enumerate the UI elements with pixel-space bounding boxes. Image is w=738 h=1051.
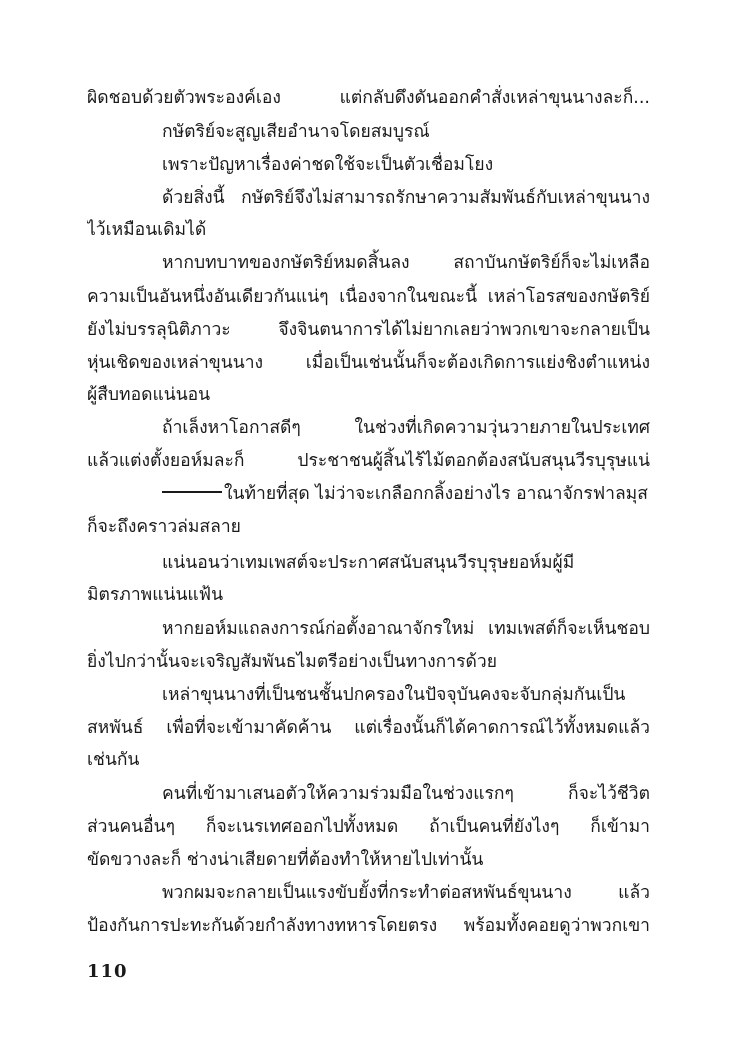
text-line: ส่วนคนอื่นๆ ก็จะเนรเทศออกไปทั้งหมด ถ้าเป็นคนที่ยังไงๆ ก็เข้ามา bbox=[87, 817, 650, 837]
text-line: แล้วแต่งตั้งยอห์มละก็ ประชาชนผู้สิ้นไร้ไม้ตอกต้องสนับสนุนวีรบุรุษแน่ bbox=[87, 451, 650, 471]
text-line: ยังไม่บรรลุนิติภาวะ จึงจินตนาการได้ไม่ยากเลยว่าพวกเขาจะกลายเป็น bbox=[87, 320, 650, 340]
text-line: เพราะปัญหาเรื่องค่าชดใช้จะเป็นตัวเชื่อมโยง bbox=[162, 155, 494, 175]
text-line: ถ้าเล็งหาโอกาสดีๆ ในช่วงที่เกิดความวุ่นวายภายในประเทศ bbox=[162, 418, 650, 438]
text-line bbox=[162, 477, 650, 511]
text-line: แน่นอนว่าเทมเพสต์จะประกาศสนับสนุนวีรบุรุษยอห์มผู้มี bbox=[162, 553, 575, 573]
text-line: คนที่เข้ามาเสนอตัวให้ความร่วมมือในช่วงแรกๆ ก็จะไว้ชีวิต bbox=[162, 784, 650, 804]
text-line: หุ่นเชิดของเหล่าขุนนาง เมื่อเป็นเช่นนั้นก็จะต้องเกิดการแย่งชิงตำแหน่ง bbox=[87, 353, 650, 373]
text-line: กษัตริย์จะสูญเสียอำนาจโดยสมบูรณ์ bbox=[162, 122, 430, 142]
page-number: 110 bbox=[87, 961, 128, 982]
text-line: ยิ่งไปกว่านั้นจะเจริญสัมพันธไมตรีอย่างเป็นทางการด้วย bbox=[87, 652, 497, 672]
text-line: พวกผมจะกลายเป็นแรงขับยั้งที่กระทำต่อสหพันธ์ขุนนาง แล้ว bbox=[162, 883, 650, 903]
text-line: ผิดชอบด้วยตัวพระองค์เอง แต่กลับดึงดันออกคำสั่งเหล่าขุนนางละก็... bbox=[87, 88, 650, 108]
text-line: ป้องกันการปะทะกันด้วยกำลังทางทหารโดยตรง พร้อมทั้งคอยดูว่าพวกเขา bbox=[87, 916, 650, 936]
text-line: ขัดขวางละก็ ช่างน่าเสียดายที่ต้องทำให้หายไปเท่านั้น bbox=[87, 850, 484, 870]
text-line: ผู้สืบทอดแน่นอน bbox=[87, 385, 211, 405]
text-line: หากบทบาทของกษัตริย์หมดสิ้นลง สถาบันกษัตริย์ก็จะไม่เหลือ bbox=[162, 253, 650, 273]
text-line: เหล่าขุนนางที่เป็นชนชั้นปกครองในปัจจุบันคงจะจับกลุ่มกันเป็น bbox=[162, 685, 626, 705]
text-line: ไว้เหมือนเดิมได้ bbox=[87, 220, 207, 240]
text-line: ก็จะถึงคราวล่มสลาย bbox=[87, 517, 241, 537]
text-line: ด้วยสิ่งนี้ กษัตริย์จึงไม่สามารถรักษาความสัมพันธ์กับเหล่าขุนนาง bbox=[162, 188, 650, 208]
text-line-content: ในท้ายที่สุด ไม่ว่าจะเกลือกกลิ้งอย่างไร อาณาจักรฟาลมุส bbox=[224, 484, 648, 504]
text-line: ความเป็นอันหนึ่งอันเดียวกันแน่ๆ เนื่องจากในขณะนี้ เหล่าโอรสของกษัตริย์ bbox=[87, 287, 650, 307]
text-line: มิตรภาพแน่นแฟ้น bbox=[87, 585, 224, 605]
text-line: เช่นกัน bbox=[87, 750, 140, 770]
em-dash-rule bbox=[162, 491, 222, 493]
text-line: หากยอห์มแถลงการณ์ก่อตั้งอาณาจักรใหม่ เทมเพสต์ก็จะเห็นชอบ bbox=[162, 619, 650, 639]
text-line: สหพันธ์ เพื่อที่จะเข้ามาคัดค้าน แต่เรื่องนั้นก็ได้คาดการณ์ไว้ทั้งหมดแล้ว bbox=[87, 718, 650, 738]
